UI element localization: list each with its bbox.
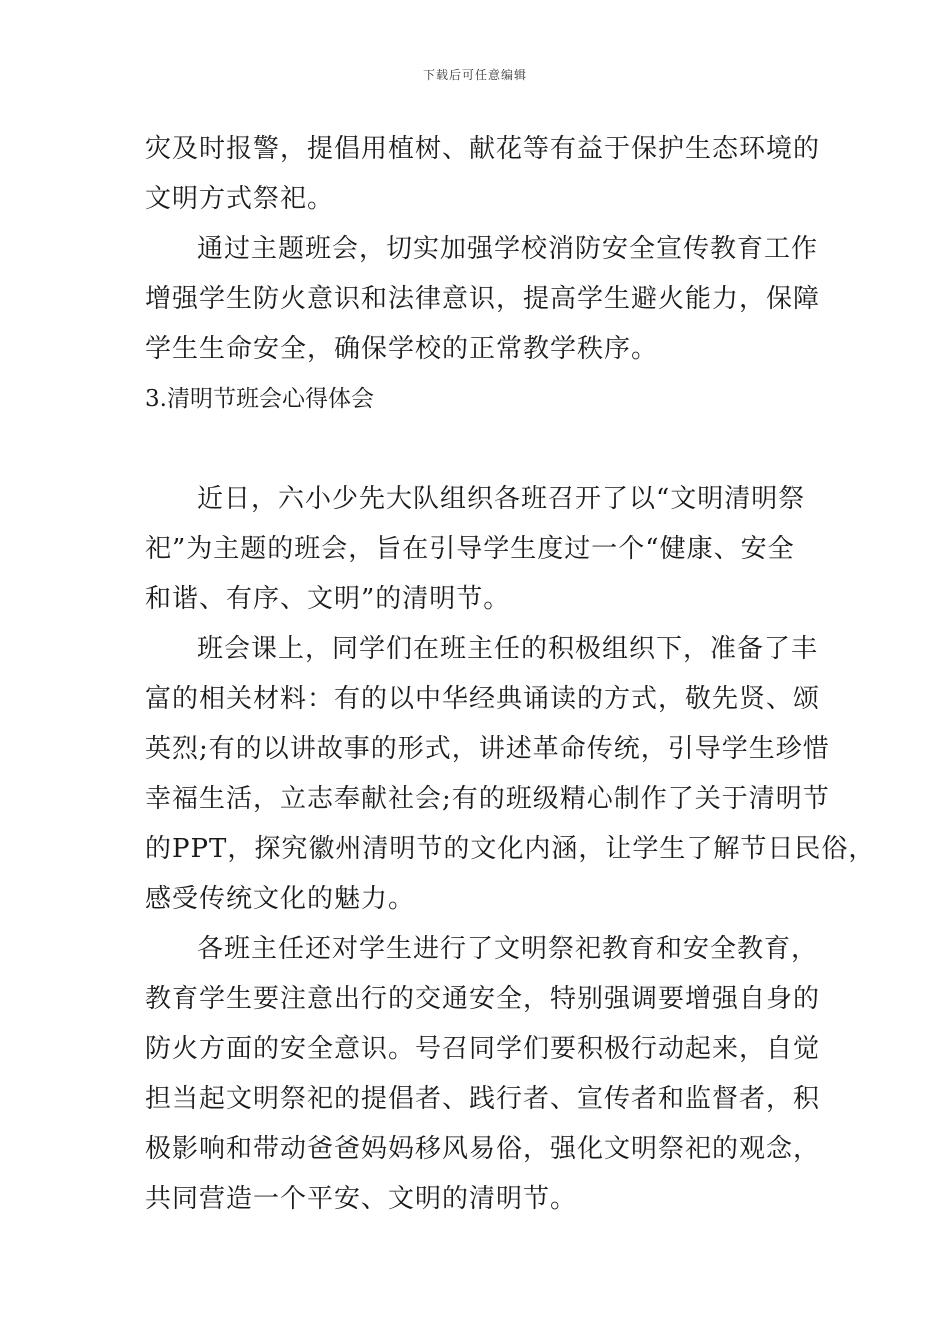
text-line: 幸福生活，立志奉献社会;有的班级精心制作了关于清明节 — [145, 784, 830, 814]
page-header-note: 下载后可任意编辑 — [422, 68, 527, 82]
text-line: 富的相关材料：有的以中华经典诵读的方式，敬先贤、颂 — [145, 684, 821, 714]
paragraph-start-line: 班会课上，同学们在班主任的积极组织下，准备了丰 — [197, 634, 819, 664]
text-line: 担当起文明祭祀的提倡者、践行者、宣传者和监督者，积 — [145, 1084, 821, 1114]
text-line: 和谐、有序、文明”的清明节。 — [145, 584, 511, 614]
text-line: 防火方面的安全意识。号召同学们要积极行动起来，自觉 — [145, 1034, 821, 1064]
paragraph-start-line: 各班主任还对学生进行了文明祭祀教育和安全教育， — [197, 934, 819, 964]
text-line: 学生生命安全，确保学校的正常教学秩序。 — [145, 334, 659, 364]
text-line: 英烈;有的以讲故事的形式，讲述革命传统，引导学生珍惜 — [145, 734, 830, 764]
text-line: 灾及时报警，提倡用植树、献花等有益于保护生态环境的 — [145, 134, 821, 164]
text-line: 祀”为主题的班会，旨在引导学生度过一个“健康、安全 — [145, 534, 795, 564]
text-line: 增强学生防火意识和法律意识，提高学生避火能力，保障 — [145, 284, 821, 314]
text-line: 文明方式祭祀。 — [145, 184, 335, 214]
text-line: 的PPT，探究徽州清明节的文化内涵，让学生了解节日民俗， — [145, 834, 876, 864]
paragraph-start-line: 近日，六小少先大队组织各班召开了以“文明清明祭 — [197, 484, 806, 514]
text-line: 感受传统文化的魅力。 — [145, 884, 416, 914]
section-heading: 3.清明节班会心得体会 — [145, 386, 374, 412]
text-line: 共同营造一个平安、文明的清明节。 — [145, 1184, 578, 1214]
text-line: 教育学生要注意出行的交通安全，特别强调要增强自身的 — [145, 984, 821, 1014]
text-line: 极影响和带动爸爸妈妈移风易俗，强化文明祭祀的观念， — [145, 1134, 821, 1164]
paragraph-start-line: 通过主题班会，切实加强学校消防安全宣传教育工作 — [197, 234, 819, 264]
